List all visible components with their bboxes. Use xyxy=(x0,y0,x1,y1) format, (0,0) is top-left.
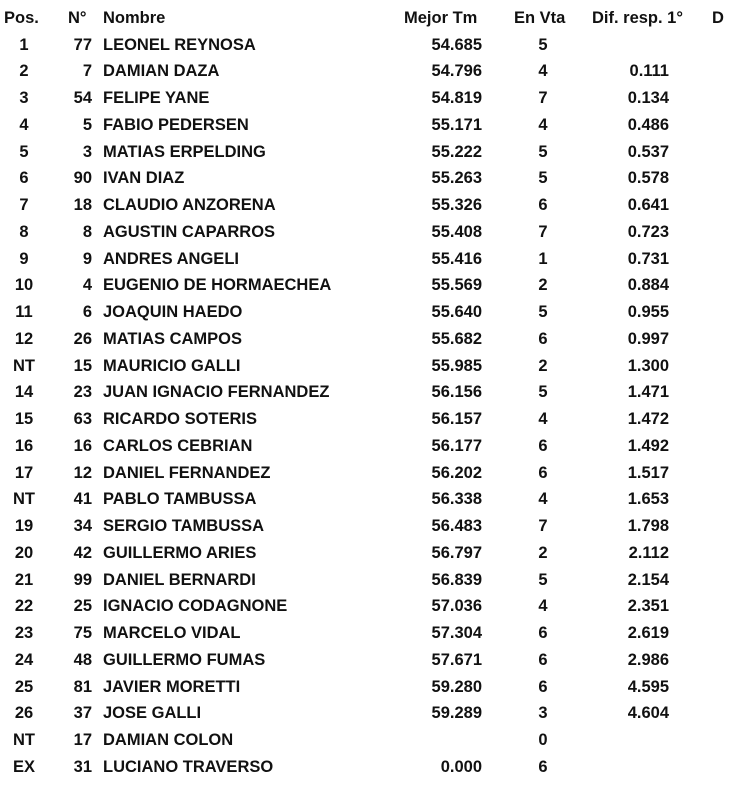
header-name: Nombre xyxy=(103,9,166,27)
row-diff: 1.471 xyxy=(627,383,669,402)
header-pos: Pos. xyxy=(4,9,39,27)
row-lap: 6 xyxy=(538,624,548,642)
row-diff: 0.578 xyxy=(627,169,669,188)
table-row xyxy=(0,165,720,191)
row-pos: 22 xyxy=(14,597,34,616)
row-lap: 3 xyxy=(538,704,548,723)
row-name: CLAUDIO ANZORENA xyxy=(103,196,276,214)
row-best-time: 55.640 xyxy=(431,303,482,321)
table-row xyxy=(0,727,720,753)
row-num: 48 xyxy=(73,650,92,669)
table-row xyxy=(0,379,720,405)
table-row xyxy=(0,112,720,138)
row-best-time: 54.819 xyxy=(431,89,482,107)
row-best-time: 56.156 xyxy=(431,383,482,402)
row-best-time: 55.985 xyxy=(431,356,482,375)
row-diff: 2.351 xyxy=(627,597,669,616)
row-best-time: 57.671 xyxy=(431,650,482,669)
row-diff: 0.111 xyxy=(629,62,669,81)
row-lap: 6 xyxy=(538,329,548,348)
row-name: LUCIANO TRAVERSO xyxy=(103,757,274,776)
row-lap: 5 xyxy=(538,383,548,402)
row-lap: 5 xyxy=(538,169,548,188)
row-num: 9 xyxy=(82,249,92,268)
row-pos: 25 xyxy=(14,677,34,696)
row-pos: 26 xyxy=(14,704,34,723)
row-diff xyxy=(590,727,669,753)
row-num: 54 xyxy=(73,89,92,107)
row-best-time: 0.000 xyxy=(440,757,482,776)
row-pos: 10 xyxy=(14,276,34,295)
row-lap: 2 xyxy=(538,356,548,375)
row-name: DAMIAN COLON xyxy=(103,731,234,749)
row-pos: NT xyxy=(13,490,35,509)
row-name: JOAQUIN HAEDO xyxy=(103,303,243,321)
row-best-time xyxy=(398,727,482,753)
table-header xyxy=(0,5,724,31)
row-num: 41 xyxy=(73,490,92,509)
row-diff: 0.731 xyxy=(627,249,669,268)
row-pos: 24 xyxy=(14,650,34,669)
row-name: IVAN DIAZ xyxy=(103,169,185,188)
row-pos: 9 xyxy=(19,249,29,268)
header-lap: En Vta xyxy=(514,9,566,27)
row-lap: 4 xyxy=(538,410,548,428)
row-name: MATIAS CAMPOS xyxy=(103,329,243,348)
row-name: EUGENIO DE HORMAECHEA xyxy=(103,276,332,295)
row-lap: 6 xyxy=(538,677,548,696)
row-name: MAURICIO GALLI xyxy=(103,356,241,375)
table-row xyxy=(0,406,720,432)
row-name: FABIO PEDERSEN xyxy=(103,115,249,134)
header-best-time: Mejor Tm xyxy=(404,9,478,27)
row-pos: 16 xyxy=(14,436,34,455)
row-name: FELIPE YANE xyxy=(103,89,210,107)
row-name: SERGIO TAMBUSSA xyxy=(103,517,265,535)
row-lap: 4 xyxy=(538,62,548,81)
row-num: 23 xyxy=(73,383,92,402)
row-num: 12 xyxy=(73,463,92,482)
row-pos: 7 xyxy=(19,196,29,214)
table-row xyxy=(0,754,720,780)
row-num: 26 xyxy=(73,329,92,348)
row-pos: 6 xyxy=(19,169,29,188)
row-best-time: 57.304 xyxy=(431,624,482,642)
table-row xyxy=(0,486,720,512)
table-row xyxy=(0,647,720,673)
row-pos: NT xyxy=(13,356,35,375)
row-diff: 0.641 xyxy=(627,196,669,214)
row-lap: 1 xyxy=(538,249,548,268)
row-num: 63 xyxy=(73,410,92,428)
row-diff xyxy=(590,32,669,58)
row-best-time: 55.682 xyxy=(431,329,482,348)
row-name: ANDRES ANGELI xyxy=(103,249,239,268)
row-pos: 3 xyxy=(19,89,29,107)
row-name: AGUSTIN CAPARROS xyxy=(103,222,276,241)
row-name: MARCELO VIDAL xyxy=(103,624,241,642)
row-diff: 2.619 xyxy=(627,624,669,642)
row-diff: 0.723 xyxy=(627,222,669,241)
row-name: DANIEL BERNARDI xyxy=(103,570,256,589)
row-lap: 6 xyxy=(538,196,548,214)
row-best-time: 56.177 xyxy=(431,436,482,455)
table-row xyxy=(0,192,720,218)
row-diff: 1.300 xyxy=(627,356,669,375)
row-num: 99 xyxy=(73,570,92,589)
row-num: 7 xyxy=(82,62,92,81)
row-best-time: 55.408 xyxy=(431,222,482,241)
row-pos: 11 xyxy=(15,303,33,321)
row-diff: 1.472 xyxy=(627,410,669,428)
row-num: 6 xyxy=(82,303,92,321)
row-best-time: 55.171 xyxy=(431,115,482,134)
row-best-time: 56.483 xyxy=(431,517,482,535)
row-diff: 4.595 xyxy=(627,677,669,696)
row-lap: 7 xyxy=(538,89,548,107)
row-best-time: 55.263 xyxy=(431,169,482,188)
row-diff: 2.986 xyxy=(627,650,669,669)
row-lap: 5 xyxy=(538,35,548,54)
row-name: IGNACIO CODAGNONE xyxy=(103,597,288,616)
table-row xyxy=(0,593,720,619)
row-diff: 2.112 xyxy=(628,543,669,562)
row-lap: 5 xyxy=(538,303,548,321)
row-best-time: 57.036 xyxy=(431,597,482,616)
row-pos: 2 xyxy=(19,62,29,81)
row-best-time: 56.338 xyxy=(431,490,482,509)
row-num: 75 xyxy=(73,624,92,642)
table-row xyxy=(0,219,720,245)
header-num: N° xyxy=(68,9,87,27)
row-name: MATIAS ERPELDING xyxy=(103,142,266,161)
row-pos: 12 xyxy=(14,329,34,348)
row-num: 3 xyxy=(82,142,92,161)
row-diff: 1.653 xyxy=(627,490,669,509)
row-diff: 2.154 xyxy=(627,570,669,589)
row-pos: 19 xyxy=(14,517,34,535)
row-lap: 4 xyxy=(538,490,548,509)
row-pos: 5 xyxy=(19,142,29,161)
row-pos: 8 xyxy=(19,222,29,241)
row-lap: 4 xyxy=(538,115,548,134)
row-name: LEONEL REYNOSA xyxy=(103,35,256,54)
row-best-time: 55.222 xyxy=(431,142,482,161)
row-pos: 21 xyxy=(14,570,34,589)
table-row xyxy=(0,540,720,566)
row-name: GUILLERMO ARIES xyxy=(103,543,257,562)
row-lap: 4 xyxy=(538,597,548,616)
table-row xyxy=(0,353,720,379)
row-name: JOSE GALLI xyxy=(103,704,202,723)
row-name: RICARDO SOTERIS xyxy=(103,410,258,428)
row-lap: 2 xyxy=(538,543,548,562)
row-num: 18 xyxy=(73,196,92,214)
row-diff: 0.997 xyxy=(627,329,669,348)
row-name: CARLOS CEBRIAN xyxy=(103,436,253,455)
row-name: JUAN IGNACIO FERNANDEZ xyxy=(103,383,330,402)
table-row xyxy=(0,567,720,593)
row-lap: 6 xyxy=(538,757,548,776)
row-diff: 4.604 xyxy=(627,704,669,723)
row-pos: EX xyxy=(12,757,35,776)
table-row xyxy=(0,620,720,646)
row-num: 15 xyxy=(73,356,92,375)
row-num: 4 xyxy=(82,276,92,295)
row-best-time: 54.685 xyxy=(431,35,482,54)
row-pos: 20 xyxy=(14,543,34,562)
row-best-time: 56.157 xyxy=(431,410,482,428)
table-row xyxy=(0,246,720,272)
row-pos: 14 xyxy=(14,383,34,402)
row-lap: 6 xyxy=(538,650,548,669)
row-num: 5 xyxy=(82,115,92,134)
row-name: PABLO TAMBUSSA xyxy=(103,490,257,509)
row-name: DANIEL FERNANDEZ xyxy=(103,463,271,482)
table-row xyxy=(0,299,720,325)
row-name: JAVIER MORETTI xyxy=(103,677,241,696)
table-row xyxy=(0,32,720,58)
row-diff: 1.492 xyxy=(627,436,669,455)
row-num: 90 xyxy=(73,169,92,188)
table-row xyxy=(0,433,720,459)
table-row xyxy=(0,460,720,486)
row-lap: 7 xyxy=(538,222,548,241)
row-best-time: 59.289 xyxy=(431,704,482,723)
row-best-time: 55.416 xyxy=(431,249,482,268)
table-row xyxy=(0,326,720,352)
row-lap: 5 xyxy=(538,142,548,161)
row-pos: 1 xyxy=(19,35,29,54)
row-best-time: 55.569 xyxy=(431,276,482,295)
row-num: 8 xyxy=(82,222,92,241)
row-num: 31 xyxy=(73,757,92,776)
row-diff: 0.537 xyxy=(627,142,669,161)
row-lap: 6 xyxy=(538,463,548,482)
table-row xyxy=(0,272,720,298)
row-num: 17 xyxy=(73,731,92,749)
table-row xyxy=(0,700,720,726)
header-extra: D xyxy=(712,9,724,27)
row-best-time: 59.280 xyxy=(431,677,482,696)
row-pos: 17 xyxy=(14,463,34,482)
row-best-time: 54.796 xyxy=(431,62,482,81)
table-row xyxy=(0,58,720,84)
row-best-time: 55.326 xyxy=(431,196,482,214)
row-best-time: 56.202 xyxy=(431,463,482,482)
row-best-time: 56.839 xyxy=(431,570,482,589)
row-num: 34 xyxy=(73,517,92,535)
row-lap: 6 xyxy=(538,436,548,455)
row-num: 42 xyxy=(73,543,92,562)
row-lap: 2 xyxy=(538,276,548,295)
row-num: 37 xyxy=(73,704,92,723)
row-diff: 0.486 xyxy=(627,115,669,134)
row-diff: 1.517 xyxy=(627,463,669,482)
table-row xyxy=(0,674,720,700)
row-diff: 1.798 xyxy=(627,517,669,535)
row-num: 81 xyxy=(73,677,92,696)
table-row xyxy=(0,513,720,539)
row-best-time: 56.797 xyxy=(431,543,482,562)
row-diff xyxy=(590,754,669,780)
row-lap: 0 xyxy=(538,731,548,749)
row-lap: 7 xyxy=(538,517,548,535)
row-pos: 4 xyxy=(19,115,29,134)
row-lap: 5 xyxy=(538,570,548,589)
row-num: 77 xyxy=(73,35,92,54)
table-row xyxy=(0,139,720,165)
row-pos: 15 xyxy=(14,410,34,428)
row-pos: 23 xyxy=(14,624,34,642)
row-num: 16 xyxy=(73,436,92,455)
row-diff: 0.134 xyxy=(627,89,669,107)
row-diff: 0.955 xyxy=(627,303,669,321)
table-row xyxy=(0,85,720,111)
row-diff: 0.884 xyxy=(627,276,669,295)
row-num: 25 xyxy=(73,597,92,616)
header-diff: Dif. resp. 1° xyxy=(592,9,683,27)
row-name: GUILLERMO FUMAS xyxy=(103,650,266,669)
row-pos: NT xyxy=(13,731,35,749)
row-name: DAMIAN DAZA xyxy=(103,62,220,81)
